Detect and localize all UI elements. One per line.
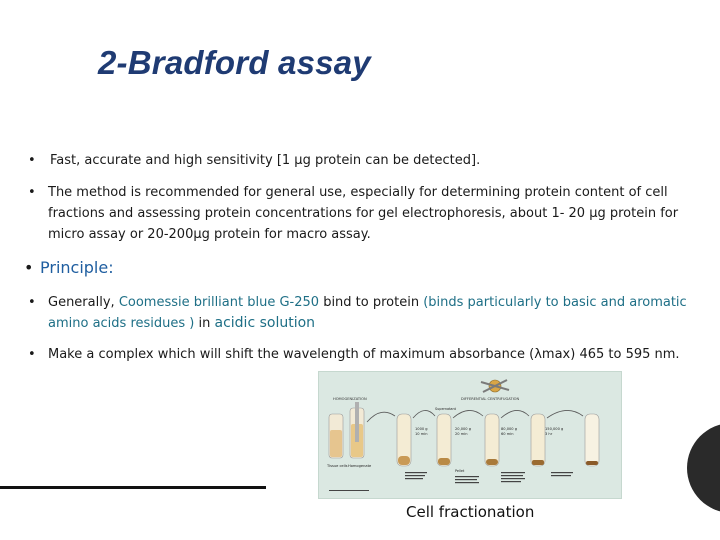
bullet-marker: •: [28, 185, 36, 200]
dye-name: Coomessie brilliant blue G-250: [118, 295, 320, 310]
centrifuge-tube-2: [437, 414, 451, 466]
centrifuge-tube-5: [585, 414, 599, 466]
bullet-marker: •: [24, 258, 34, 277]
figure-caption: Cell fractionation: [406, 503, 535, 521]
speed-4: 150,000 g: [545, 427, 564, 431]
differential-label: DIFFERENTIAL CENTRIFUGATION: [461, 397, 520, 401]
homogenization-label: HOMOGENIZATION: [333, 397, 367, 401]
bullet-marker: •: [28, 347, 36, 362]
decorative-corner-circle: [687, 423, 720, 513]
decorative-rule: [0, 486, 266, 489]
speed-1: 1000 g: [415, 427, 428, 431]
centrifuge-tube-4: [531, 414, 545, 466]
bullet-text: Fast, accurate and high sensitivity [1 μg protein can be detected].: [50, 153, 481, 168]
cell-fractionation-figure: [318, 371, 622, 499]
bullet-marker: •: [28, 295, 36, 310]
text-in: in: [198, 316, 211, 331]
bullet-text: The method is recommended for general use, especially for determining protein content of cell fractions and assessing protein concentrations for gel electrophoresis, about 1- 20 μg protein for micro assay or 20-200μg protein for macro assay.: [48, 185, 679, 242]
bullet-text: [48, 292, 708, 334]
bullet-text: Make a complex which will shift the wavelength of maximum absorbance (λmax) 465 to 595 nm.: [48, 347, 680, 362]
tissue-cells-label: Tissue cells: [327, 464, 348, 468]
pellet-description-lines: [329, 472, 573, 491]
text-bind: bind to protein: [323, 295, 420, 310]
speed-2: 20,000 g: [455, 427, 471, 431]
principle-heading: Principle:: [40, 258, 114, 277]
fractionation-diagram: [319, 372, 621, 498]
homogenate-label: Homogenate: [348, 464, 372, 468]
centrifuge-tube-1: [397, 414, 411, 466]
binding-detail: (binds particularly to basic and aromatic amino acids residues ): [48, 295, 687, 331]
time-1: 10 min: [415, 432, 428, 436]
time-3: 60 min: [501, 432, 514, 436]
centrifuge-tube-3: [485, 414, 499, 466]
centrifuge-rotor-icon: [481, 380, 509, 392]
tissue-beaker-icon: [329, 414, 343, 458]
pellet-label: Pellet: [455, 469, 465, 473]
acidic-solution: acidic solution: [214, 315, 316, 331]
supernatant-label: Supernatant: [435, 407, 456, 411]
time-4: 3 hr: [545, 432, 553, 436]
text-generally: Generally,: [48, 295, 115, 310]
homogenizer-icon: [350, 402, 364, 458]
speed-3: 80,000 g: [501, 427, 517, 431]
time-2: 20 min: [455, 432, 468, 436]
bullet-marker: •: [28, 153, 36, 168]
slide-title: 2-Bradford assay: [98, 44, 371, 81]
